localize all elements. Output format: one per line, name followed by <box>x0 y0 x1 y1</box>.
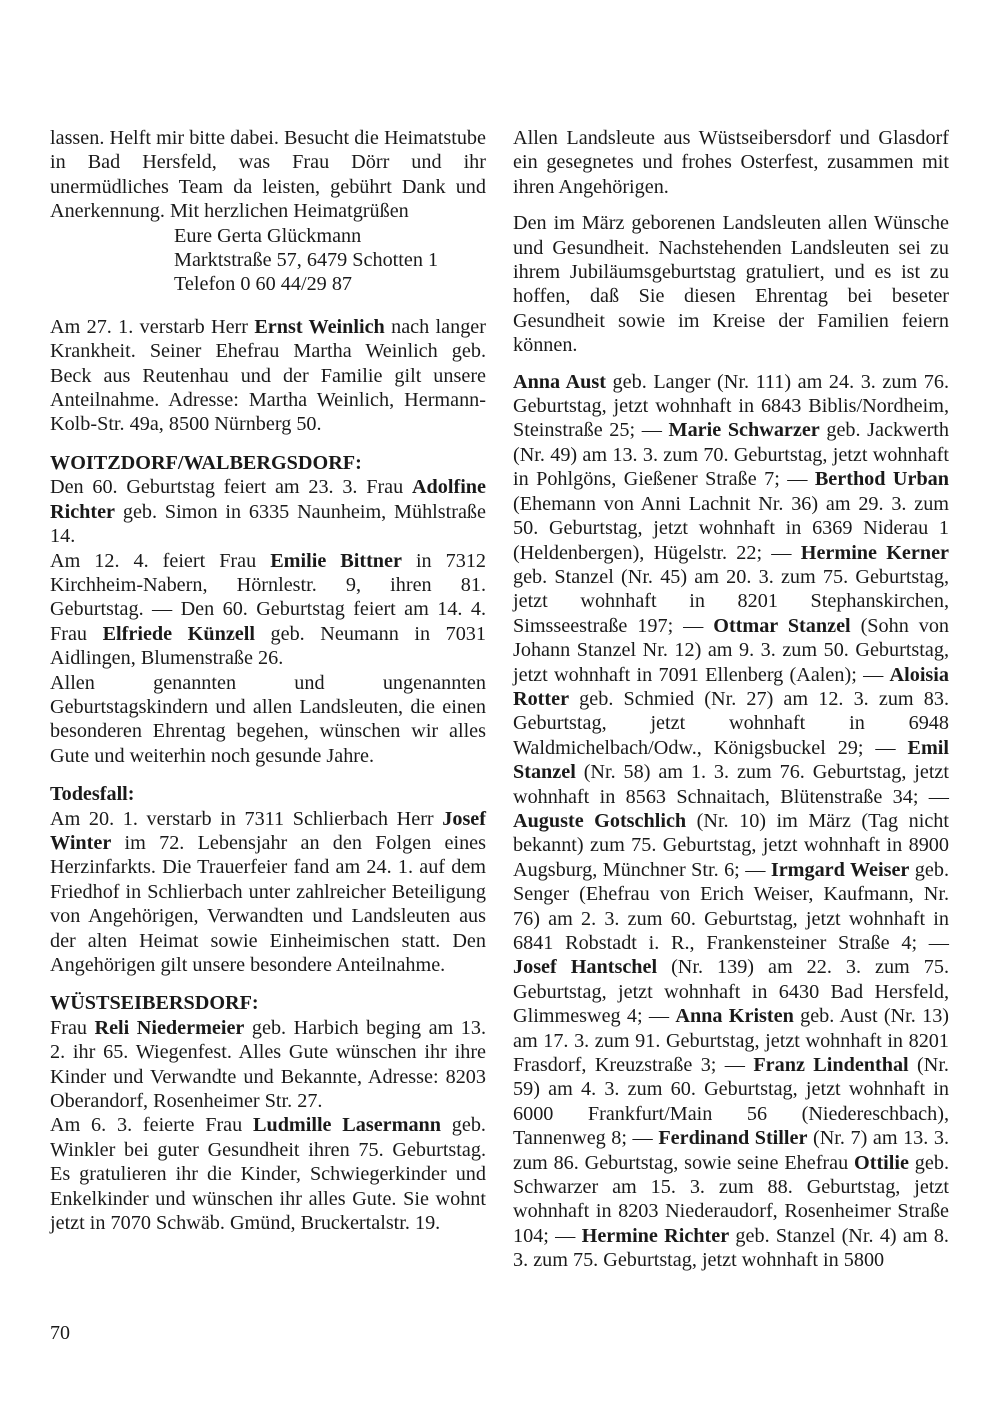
person-name: Anna Aust <box>513 370 606 393</box>
signature-address: Telefon 0 60 44/29 87 <box>174 273 353 296</box>
text-run: geb. Harbich beging am 13. 2. ihr 65. Wiegenfest. Alles Gute wünschen ihr ihre Kinder und Verwandte und Bekannte, Adresse: 8203 Oberandorf, Rosenheimer Str. 27. <box>50 1016 486 1113</box>
person-name: Auguste Gotschlich <box>513 809 687 832</box>
text-run: Allen Landsleute aus Wüstseibersdorf und Glasdorf ein gesegnetes und frohes Osterfest, zusammen mit ihren Angehörigen. <box>513 127 949 198</box>
paragraph <box>513 370 949 1273</box>
text-run: geb. Senger (Ehefrau von Erich Weiser, Kaufmann, Nr. 76) am 2. 3. zum 60. Geburtstag, jetzt wohnhaft in 6841 Robstadt i. R., Frankensteiner Straße 4; — <box>513 858 949 954</box>
text-run: (Nr. 7) am 13. 3. zum 86. Geburtstag, sowie seine Ehefrau <box>513 1127 950 1174</box>
text-run: (Nr. 139) am 22. 3. zum 75. Geburtstag, jetzt wohnhaft in 6430 Bad Hersfeld, Glimmesweg 4; — <box>513 956 949 1028</box>
paragraph <box>50 549 486 671</box>
person-name: Elfriede Künzell <box>102 622 255 645</box>
text-run: Am 20. 1. verstarb in 7311 Schlierbach Herr <box>50 807 443 830</box>
person-name: Franz Lindenthal <box>753 1054 909 1077</box>
paragraph <box>50 807 486 978</box>
text-run: in 7312 Kirchheim-Nabern, Hörnlestr. 9, ihren 81. Geburtstag. — Den 60. Geburtstag feiert am 14. 4. Frau <box>50 549 487 645</box>
text-run: nach langer Krankheit. Seiner Ehefrau Martha Weinlich geb. Beck aus Reutenhau und der Familie gilt unsere Anteilnahme. Adresse: Martha Weinlich, Hermann-Kolb-Str. 49a, 8500 Nürnberg 50. <box>50 315 486 436</box>
person-name: Ludmille Lasermann <box>253 1114 441 1137</box>
paragraph <box>50 671 486 769</box>
left-column <box>50 126 486 1235</box>
person-name: Ottilie <box>854 1151 909 1174</box>
text-run: geb. Jackwerth (Nr. 49) am 13. 3. zum 70. Geburtstag, jetzt wohnhaft in Pohlgöns, Gießener Straße 7; — <box>513 419 950 491</box>
text-run: Den im März geborenen Landsleuten allen Wünsche und Gesundheit. Nachstehenden Landsleuten sei zu ihrem Jubiläumsgeburtstag gratuliert, und es ist zu hoffen, daß Sie diesen Ehrentag bei beseter Gesundheit sowie im Kreise der Familien feiern können. <box>513 212 949 357</box>
text-run: geb. Stanzel (Nr. 45) am 20. 3. zum 75. Geburtstag, jetzt wohnhaft in 8201 Stephanskirchen, Simsseestraße 197; — <box>513 565 949 637</box>
paragraph <box>513 126 949 199</box>
text-run: geb. Simon in 6335 Naunheim, Mühlstraße 14. <box>50 500 486 548</box>
person-name: Marie Schwarzer <box>668 419 820 442</box>
text-run: geb. Winkler bei guter Gesundheit ihren 75. Geburtstag. Es gratulieren ihr die Kinder, Schwiegerkinder und Enkelkinder und wünschen ihr alles Gute. Sie wohnt jetzt in 7070 Schwäb. Gmünd, Bruckertalstr. 19. <box>50 1114 486 1235</box>
person-name: Ferdinand Stiller <box>658 1127 808 1150</box>
person-name: Berthod Urban <box>814 468 950 491</box>
text-run: Allen genannten und ungenannten Geburtstagskindern und allen Landsleuten, die einen besonderen Ehrentag begehen, wünschen wir alles Gute und weiterhin noch gesunde Jahre. <box>50 671 486 767</box>
text-run: geb. Neumann in 7031 Aidlingen, Blumenstraße 26. <box>50 622 486 670</box>
paragraph <box>50 475 486 548</box>
person-name: Ernst Weinlich <box>254 315 385 338</box>
person-name: Reli Niedermeier <box>94 1016 245 1039</box>
person-name: Irmgard Weiser <box>770 858 910 881</box>
text-run: Am 27. 1. verstarb Herr <box>50 315 255 338</box>
text-run: geb. Aust (Nr. 13) am 17. 3. zum 91. Geburtstag, jetzt wohnhaft in 8201 Frasdorf, Kreuzstraße 3; — <box>513 1005 950 1077</box>
text-run: (Ehemann von Anni Lachnit Nr. 36) am 29. 3. zum 50. Geburtstag, jetzt wohnhaft in 6369 Niderau 1 (Heldenbergen), Hügelstr. 22; — <box>513 492 949 564</box>
section-heading: Todesfall: <box>50 783 135 806</box>
text-run: geb. Schwarzer am 15. 3. zum 88. Geburtstag, jetzt wohnhaft in 8203 Niederaudorf, Rosenheimer Straße 104; — <box>513 1151 949 1247</box>
paragraph <box>513 211 949 357</box>
text-run: (Nr. 59) am 4. 3. zum 60. Geburtstag, jetzt wohnhaft in 6000 Frankfurt/Main 56 (Niedereschbach), Tannenweg 8; — <box>513 1054 949 1150</box>
person-name: Hermine Richter <box>581 1224 730 1247</box>
section-heading: WOITZDORF/WALBERGSDORF: <box>50 451 362 474</box>
person-name: Anna Kristen <box>675 1005 794 1028</box>
text-run: (Nr. 58) am 1. 3. zum 76. Geburtstag, jetzt wohnhaft in 8563 Schnaitach, Blütenstraße 34; — <box>513 761 949 808</box>
text-run: geb. Langer (Nr. 111) am 24. 3. zum 76. Geburtstag, jetzt wohnhaft in 6843 Biblis/Nordheim, Steinstraße 25; — <box>513 370 949 442</box>
person-name: Josef Hantschel <box>513 956 658 979</box>
text-run: geb. Schmied (Nr. 27) am 12. 3. zum 83. Geburtstag, jetzt wohnhaft in 6948 Waldmichelbach/Odw., Königsbuckel 29; — <box>513 687 949 759</box>
text-run: im 72. Lebensjahr an den Folgen eines Herzinfarkts. Die Trauerfeier fand am 24. 1. auf dem Friedhof in Schlierbach unter zahlreicher Beteiligung von Angehörigen, Verwandten und Landsleuten aus der alten Heimat sowie Einheimischen statt. Den Angehörigen gilt unsere besondere Anteilnahme. <box>50 831 486 976</box>
text-run: Am 6. 3. feierte Frau <box>50 1114 253 1137</box>
person-name: Aloisia Rotter <box>513 663 949 710</box>
paragraph <box>50 1113 486 1235</box>
person-name: Adolfine Richter <box>50 476 486 523</box>
person-name: Emilie Bittner <box>270 549 402 572</box>
paragraph <box>50 126 486 224</box>
person-name: Josef Winter <box>50 807 486 854</box>
section-heading: WÜSTSEIBERSDORF: <box>50 992 259 1015</box>
person-name: Hermine Kerner <box>800 541 949 564</box>
right-column <box>513 126 949 1273</box>
page-number: 70 <box>50 1322 70 1344</box>
paragraph <box>50 315 486 437</box>
paragraph <box>50 1016 486 1114</box>
person-name: Ottmar Stanzel <box>713 614 851 637</box>
text-run: geb. Stanzel (Nr. 4) am 8. 3. zum 75. Geburtstag, jetzt wohnhaft in 5800 <box>513 1224 949 1272</box>
signature-name: Eure Gerta Glückmann <box>174 224 362 247</box>
signature-address: Marktstraße 57, 6479 Schotten 1 <box>174 249 439 272</box>
text-run: Am 12. 4. feiert Frau <box>50 549 271 572</box>
person-name: Emil Stanzel <box>513 736 949 784</box>
text-run: lassen. Helft mir bitte dabei. Besucht die Heimatstube in Bad Hersfeld, was Frau Dörr und ihr unermüdliches Team da leisten, gebührt Dank und Anerkennung. Mit herzlichen Heimatgrüßen <box>50 127 486 223</box>
text-run: (Nr. 10) im März (Tag nicht bekannt) zum 75. Geburtstag, jetzt wohnhaft in 8900 Augsburg, Münchner Str. 6; — <box>513 809 949 881</box>
text-run: Frau <box>50 1016 95 1039</box>
text-run: Den 60. Geburtstag feiert am 23. 3. Frau <box>50 476 412 499</box>
text-run: (Sohn von Johann Stanzel Nr. 12) am 9. 3. zum 50. Geburtstag, jetzt wohnhaft in 7091 Ellenberg (Aalen); — <box>513 614 950 686</box>
